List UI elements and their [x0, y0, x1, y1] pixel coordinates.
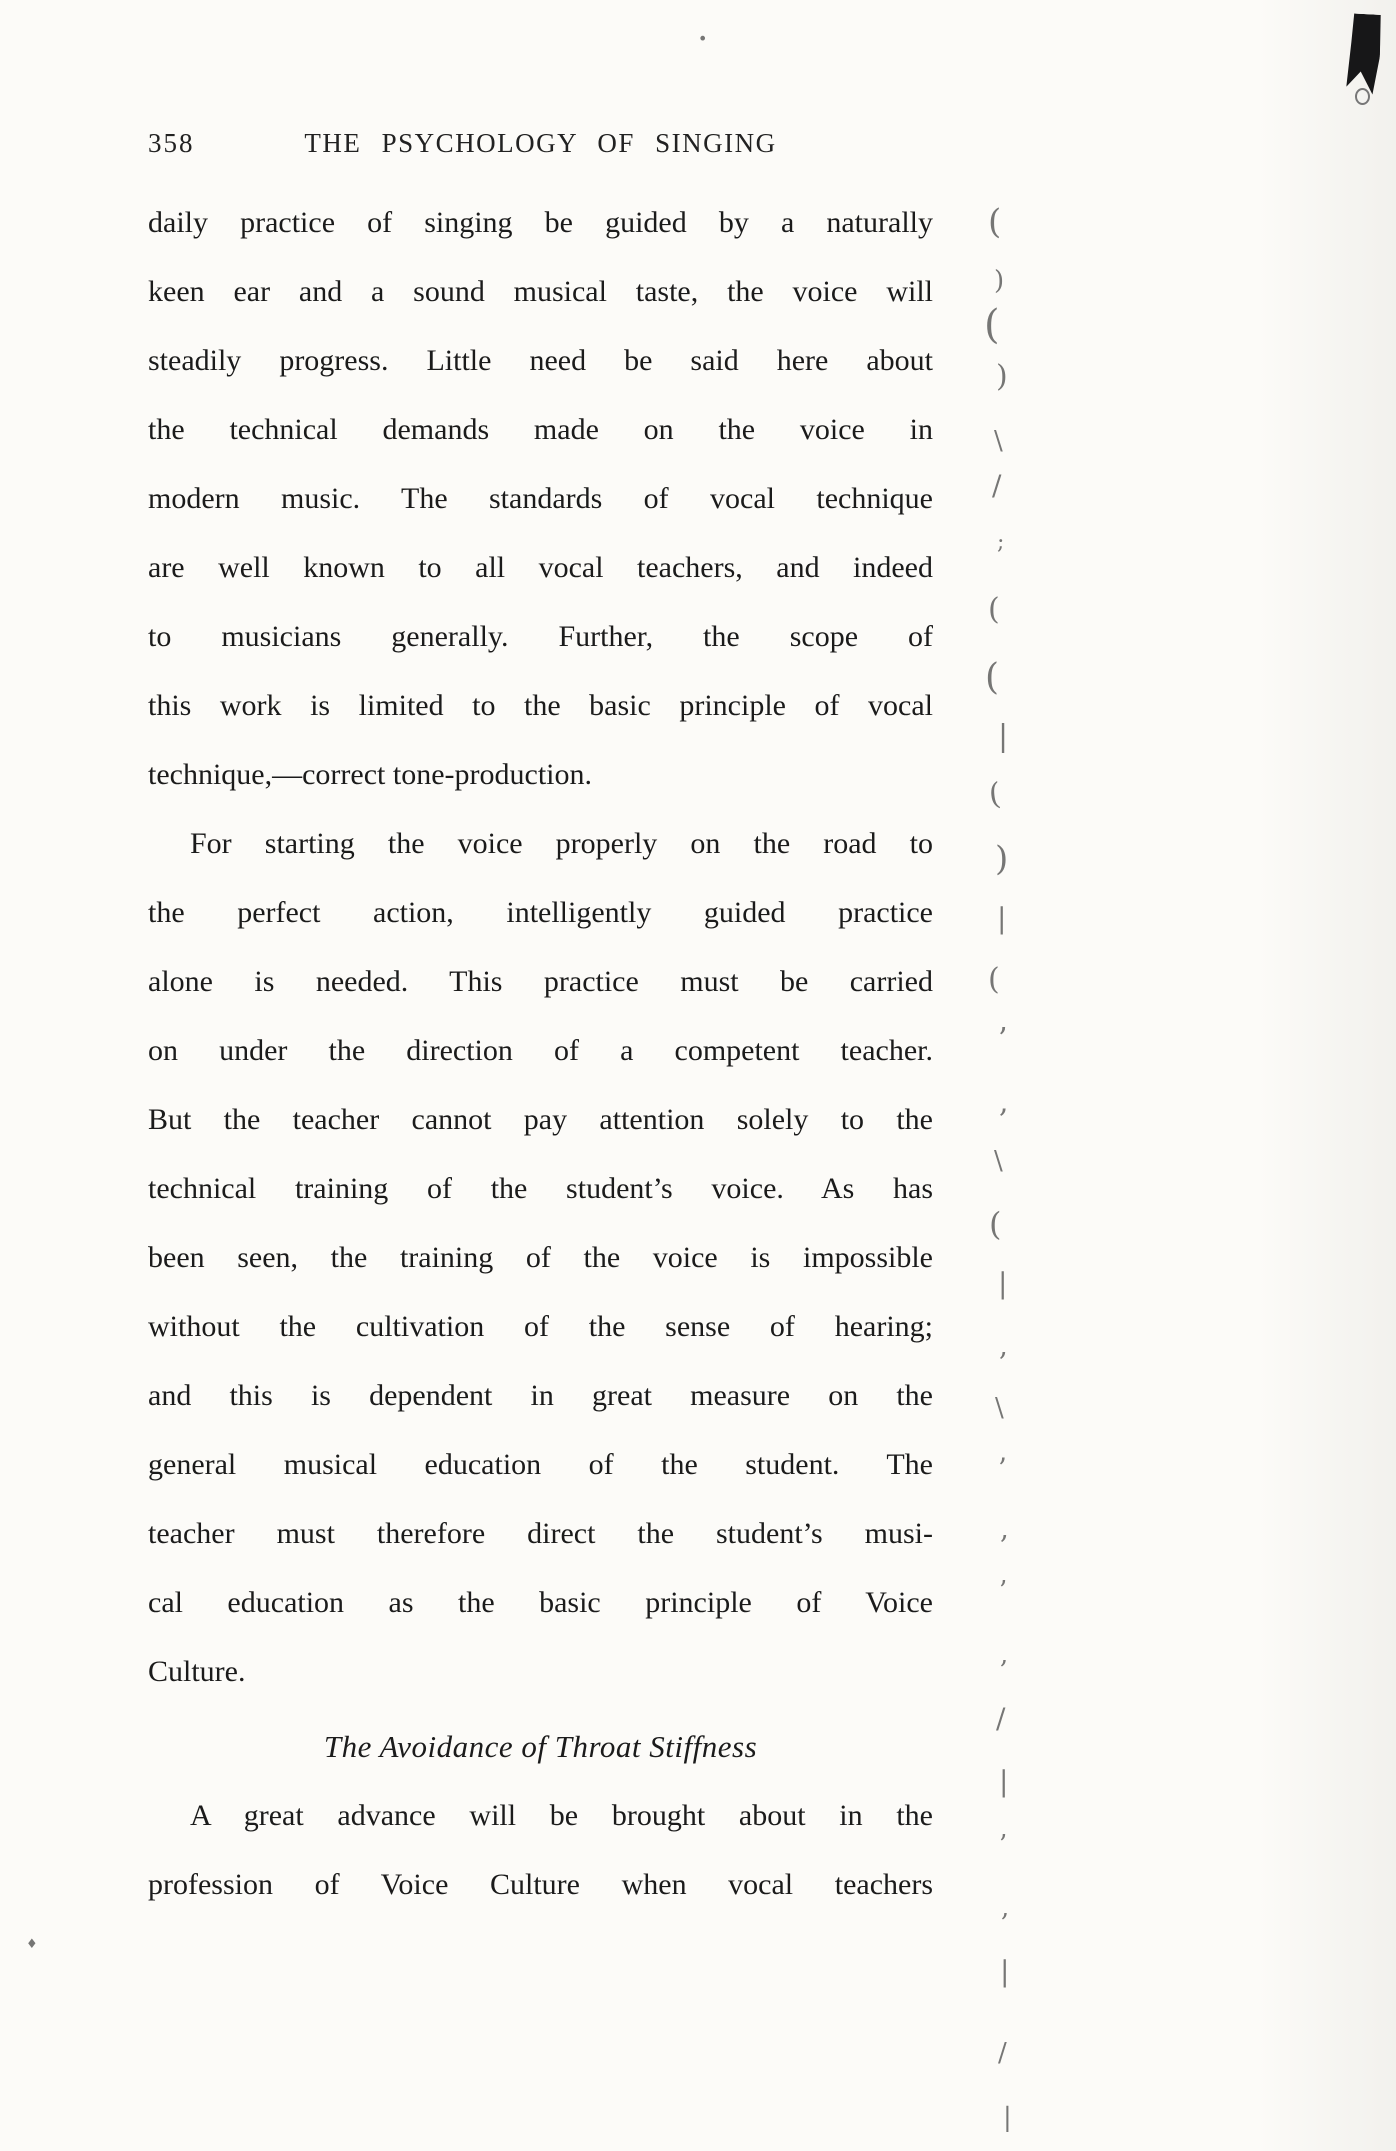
scan-mark: ( [984, 302, 1000, 348]
scan-mark: ( [988, 962, 1000, 997]
text-line: the perfect action, intelligently guided practice [148, 896, 933, 929]
paragraph-3 [148, 1781, 933, 1919]
text-line: are well known to all vocal teachers, and indeed [148, 551, 933, 584]
scan-mark-corner-ring [1355, 88, 1370, 105]
text-line: technique,—correct tone-production. [148, 758, 592, 791]
scan-mark: ) [995, 839, 1009, 879]
scan-mark: ’ [999, 1576, 1008, 1606]
scan-mark: ( [988, 202, 1002, 242]
scan-mark: ’ [998, 1452, 1007, 1485]
text-line: cal education as the basic principle of Voice [148, 1586, 933, 1619]
scan-mark: ’ [999, 1830, 1008, 1860]
text-line: to musicians generally. Further, the scope of [148, 620, 933, 653]
text-line: been seen, the training of the voice is impossible [148, 1241, 933, 1274]
scan-mark: | [999, 1765, 1009, 1798]
text-line: the technical demands made on the voice in [148, 413, 933, 446]
scan-mark: | [998, 719, 1009, 754]
scan-mark: / [992, 469, 1002, 502]
page-header [148, 128, 933, 159]
scan-mark: , [1000, 1640, 1009, 1670]
paragraph-2 [148, 809, 933, 1706]
text-line: alone is needed. This practice must be carried [148, 965, 933, 998]
text-line: general musical education of the student. The [148, 1448, 933, 1481]
text-line: keen ear and a sound musical taste, the voice will [148, 275, 933, 308]
page-body [148, 188, 933, 1919]
scan-mark: , [999, 1329, 1008, 1362]
text-line: daily practice of singing be guided by a naturally [148, 206, 933, 239]
scan-mark: ( [985, 657, 1000, 698]
scan-mark: , [1001, 1893, 1010, 1923]
text-line: this work is limited to the basic principle of vocal [148, 689, 933, 722]
scan-mark: / [998, 2038, 1007, 2068]
text-line: But the teacher cannot pay attention solely to the [148, 1103, 933, 1136]
text-line: teacher must therefore direct the student’s musi- [148, 1517, 933, 1550]
text-line: and this is dependent in great measure on the [148, 1379, 933, 1412]
scan-mark: | [998, 1267, 1008, 1300]
scan-mark: ) [996, 359, 1008, 394]
scan-mark: ( [989, 1205, 1002, 1243]
running-title: THE PSYCHOLOGY OF SINGING [304, 128, 777, 158]
scan-mark: | [1000, 1955, 1010, 1988]
scan-mark: \ [994, 426, 1003, 456]
scan-mark: · [697, 19, 709, 60]
text-line: without the cultivation of the sense of hearing; [148, 1310, 933, 1343]
scan-mark: ♦ [26, 1937, 38, 1952]
paragraph-1 [148, 188, 933, 809]
text-line: modern music. The standards of vocal technique [148, 482, 933, 515]
scan-mark: | [997, 902, 1007, 935]
scan-mark: , [999, 1085, 1009, 1120]
scan-mark: \ [995, 1393, 1004, 1423]
scan-mark-corner-flag [1344, 13, 1382, 95]
scan-mark: ’ [998, 1022, 1008, 1057]
scan-mark: ( [988, 592, 1000, 627]
text-line: steadily progress. Little need be said here about [148, 344, 933, 377]
scan-mark: ; [997, 530, 1005, 555]
page-number: 358 [148, 128, 195, 158]
text-line: on under the direction of a competent teacher. [148, 1034, 933, 1067]
scan-mark: \ [994, 1146, 1003, 1176]
scan-mark: / [996, 1702, 1006, 1735]
scan-mark: , [1000, 1512, 1009, 1545]
text-line: technical training of the student’s voice. As has [148, 1172, 933, 1205]
text-line: A great advance will be brought about in the [190, 1799, 933, 1832]
scan-mark: ) [994, 266, 1005, 296]
section-heading: The Avoidance of Throat Stiffness [323, 1729, 758, 1764]
text-line: profession of Voice Culture when vocal teachers [148, 1868, 933, 1901]
scan-mark: | [1003, 2103, 1012, 2133]
text-line: For starting the voice properly on the road to [190, 827, 933, 860]
text-line: Culture. [148, 1655, 246, 1688]
scan-mark: ( [987, 776, 1003, 813]
